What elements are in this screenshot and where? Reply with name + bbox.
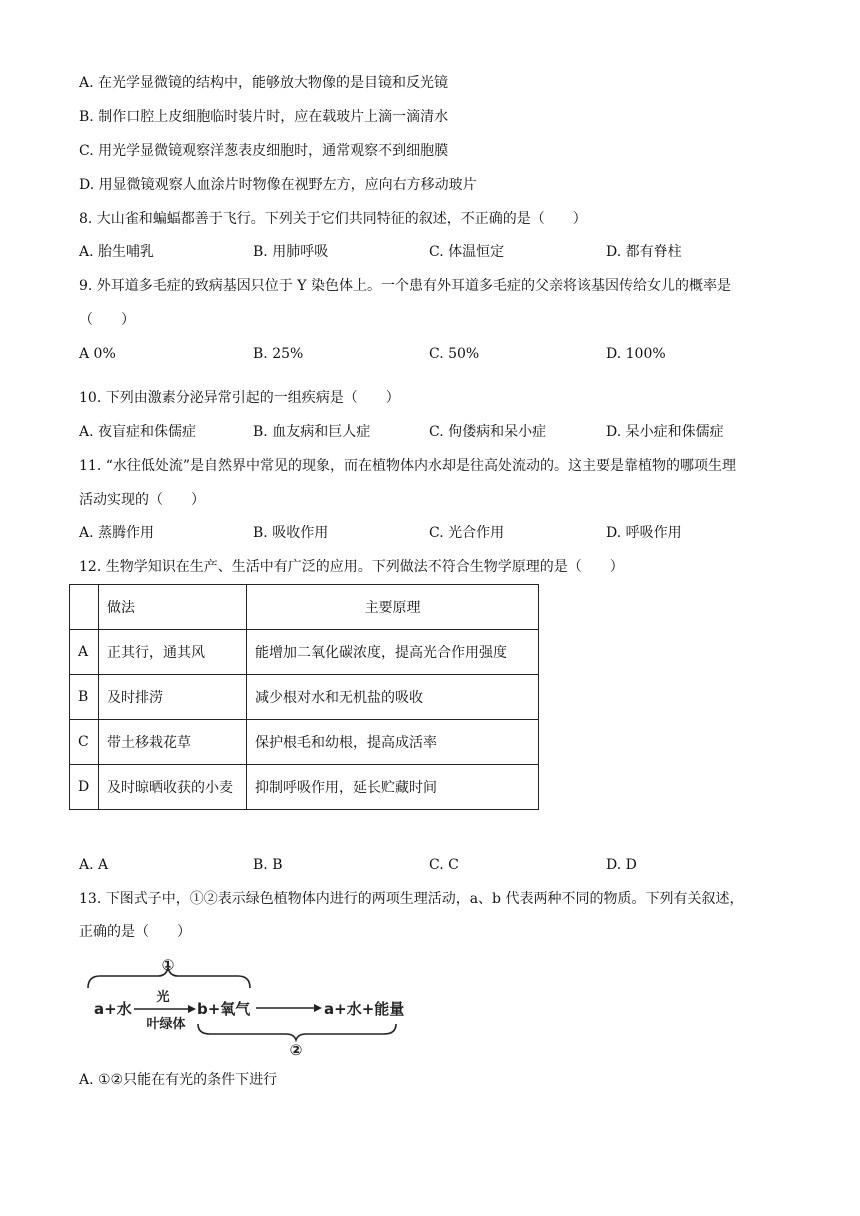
q12-option-d: D. D xyxy=(606,857,637,873)
table-cell: 及时晾晒收获的小麦 xyxy=(99,765,247,810)
q8-option-a: A. 胎生哺乳 xyxy=(79,244,155,260)
label-chloroplast: 叶绿体 xyxy=(146,1017,186,1032)
table-cell: 能增加二氧化碳浓度，提高光合作用强度 xyxy=(247,630,539,675)
q10-option-a: A. 夜盲症和侏儒症 xyxy=(79,424,197,440)
q11-option-d: D. 呼吸作用 xyxy=(606,525,682,541)
table-cell: C xyxy=(70,720,99,765)
q11-stem-line1: 11. “水往低处流”是自然界中常见的现象，而在植物体内水却是往高处流动的。这主要是靠植物的哪项生理 xyxy=(79,458,737,474)
table-cell: D xyxy=(70,765,99,810)
table-cell: 正其行，通其风 xyxy=(99,630,247,675)
diagram-left-term: a+水 xyxy=(94,1000,132,1018)
q8-options xyxy=(79,242,779,262)
label-process-2: ② xyxy=(289,1041,303,1058)
table-cell: 抑制呼吸作用，延长贮藏时间 xyxy=(247,765,539,810)
q11-stem-line2: 活动实现的（ ） xyxy=(79,492,205,508)
bottom-brace xyxy=(198,1024,396,1040)
table-header-cell: 主要原理 xyxy=(247,585,539,630)
q9-option-c: C. 50% xyxy=(429,346,480,362)
q12-option-a: A. A xyxy=(79,857,109,873)
q11-option-b: B. 吸收作用 xyxy=(253,525,329,541)
q8-option-b: B. 用肺呼吸 xyxy=(253,244,329,260)
q7-option-c: C. 用光学显微镜观察洋葱表皮细胞时，通常观察不到细胞膜 xyxy=(79,143,449,159)
table-row xyxy=(70,675,539,720)
table-cell: 减少根对水和无机盐的吸收 xyxy=(247,675,539,720)
q11-option-c: C. 光合作用 xyxy=(429,525,505,541)
q12-stem: 12. 生物学知识在生产、生活中有广泛的应用。下列做法不符合生物学原理的是（ ） xyxy=(79,559,624,575)
q10-option-c: C. 佝偻病和呆小症 xyxy=(429,424,547,440)
arrow-head xyxy=(188,1005,196,1013)
diagram-right-term: a+水+能量 xyxy=(324,1000,405,1018)
q8-stem: 8. 大山雀和蝙蝠都善于飞行。下列关于它们共同特征的叙述，不正确的是（ ） xyxy=(79,211,587,227)
q12-options xyxy=(79,855,779,875)
q9-option-a: A 0% xyxy=(79,346,116,362)
table-row xyxy=(70,720,539,765)
q9-options xyxy=(79,344,779,364)
q7-option-b: B. 制作口腔上皮细胞临时装片时，应在载玻片上滴一滴清水 xyxy=(79,109,449,125)
q10-option-b: B. 血友病和巨人症 xyxy=(253,424,371,440)
q11-options xyxy=(79,523,779,543)
diagram-middle-term: b+氧气 xyxy=(197,1000,251,1018)
table-cell: B xyxy=(70,675,99,720)
q9-option-d: D. 100% xyxy=(606,346,666,362)
q7-option-a: A. 在光学显微镜的结构中，能够放大物像的是目镜和反光镜 xyxy=(79,75,449,91)
q8-option-d: D. 都有脊柱 xyxy=(606,244,682,260)
arrow-head xyxy=(314,1004,322,1012)
q13-stem-line1: 13. 下图式子中，①②表示绿色植物体内进行的两项生理活动，a、b 代表两种不同的物质。下列有关叙述， xyxy=(79,891,744,907)
q12-option-c: C. C xyxy=(429,857,459,873)
q9-stem-line2: （ ） xyxy=(79,312,135,328)
q8-option-c: C. 体温恒定 xyxy=(429,244,505,260)
table-cell: 及时排涝 xyxy=(99,675,247,720)
q10-option-d: D. 呆小症和侏儒症 xyxy=(606,424,724,440)
q13-stem-line2: 正确的是（ ） xyxy=(79,924,191,940)
table-cell: A xyxy=(70,630,99,675)
q12-option-b: B. B xyxy=(253,857,283,873)
label-light: 光 xyxy=(156,990,170,1005)
q9-stem-line1: 9. 外耳道多毛症的致病基因只位于 Y 染色体上。一个患有外耳道多毛症的父亲将该基因传给女儿的概率是 xyxy=(79,278,731,294)
table-header-row xyxy=(70,585,539,630)
photosynthesis-respiration-diagram xyxy=(86,958,406,1058)
q11-option-a: A. 蒸腾作用 xyxy=(79,525,155,541)
q13-option-a: A. ①②只能在有光的条件下进行 xyxy=(79,1072,278,1088)
q9-option-b: B. 25% xyxy=(253,346,304,362)
table-row xyxy=(70,630,539,675)
q10-stem: 10. 下列由激素分泌异常引起的一组疾病是（ ） xyxy=(79,390,400,406)
q10-options xyxy=(79,422,779,442)
table-header-cell xyxy=(70,585,99,630)
label-process-1: ① xyxy=(161,958,175,974)
table-cell: 保护根毛和幼根，提高成活率 xyxy=(247,720,539,765)
table-row xyxy=(70,765,539,810)
q7-option-d: D. 用显微镜观察人血涂片时物像在视野左方，应向右方移动玻片 xyxy=(79,177,477,193)
table-cell: 带土移栽花草 xyxy=(99,720,247,765)
table-header-cell: 做法 xyxy=(99,585,247,630)
q12-table xyxy=(69,584,539,810)
